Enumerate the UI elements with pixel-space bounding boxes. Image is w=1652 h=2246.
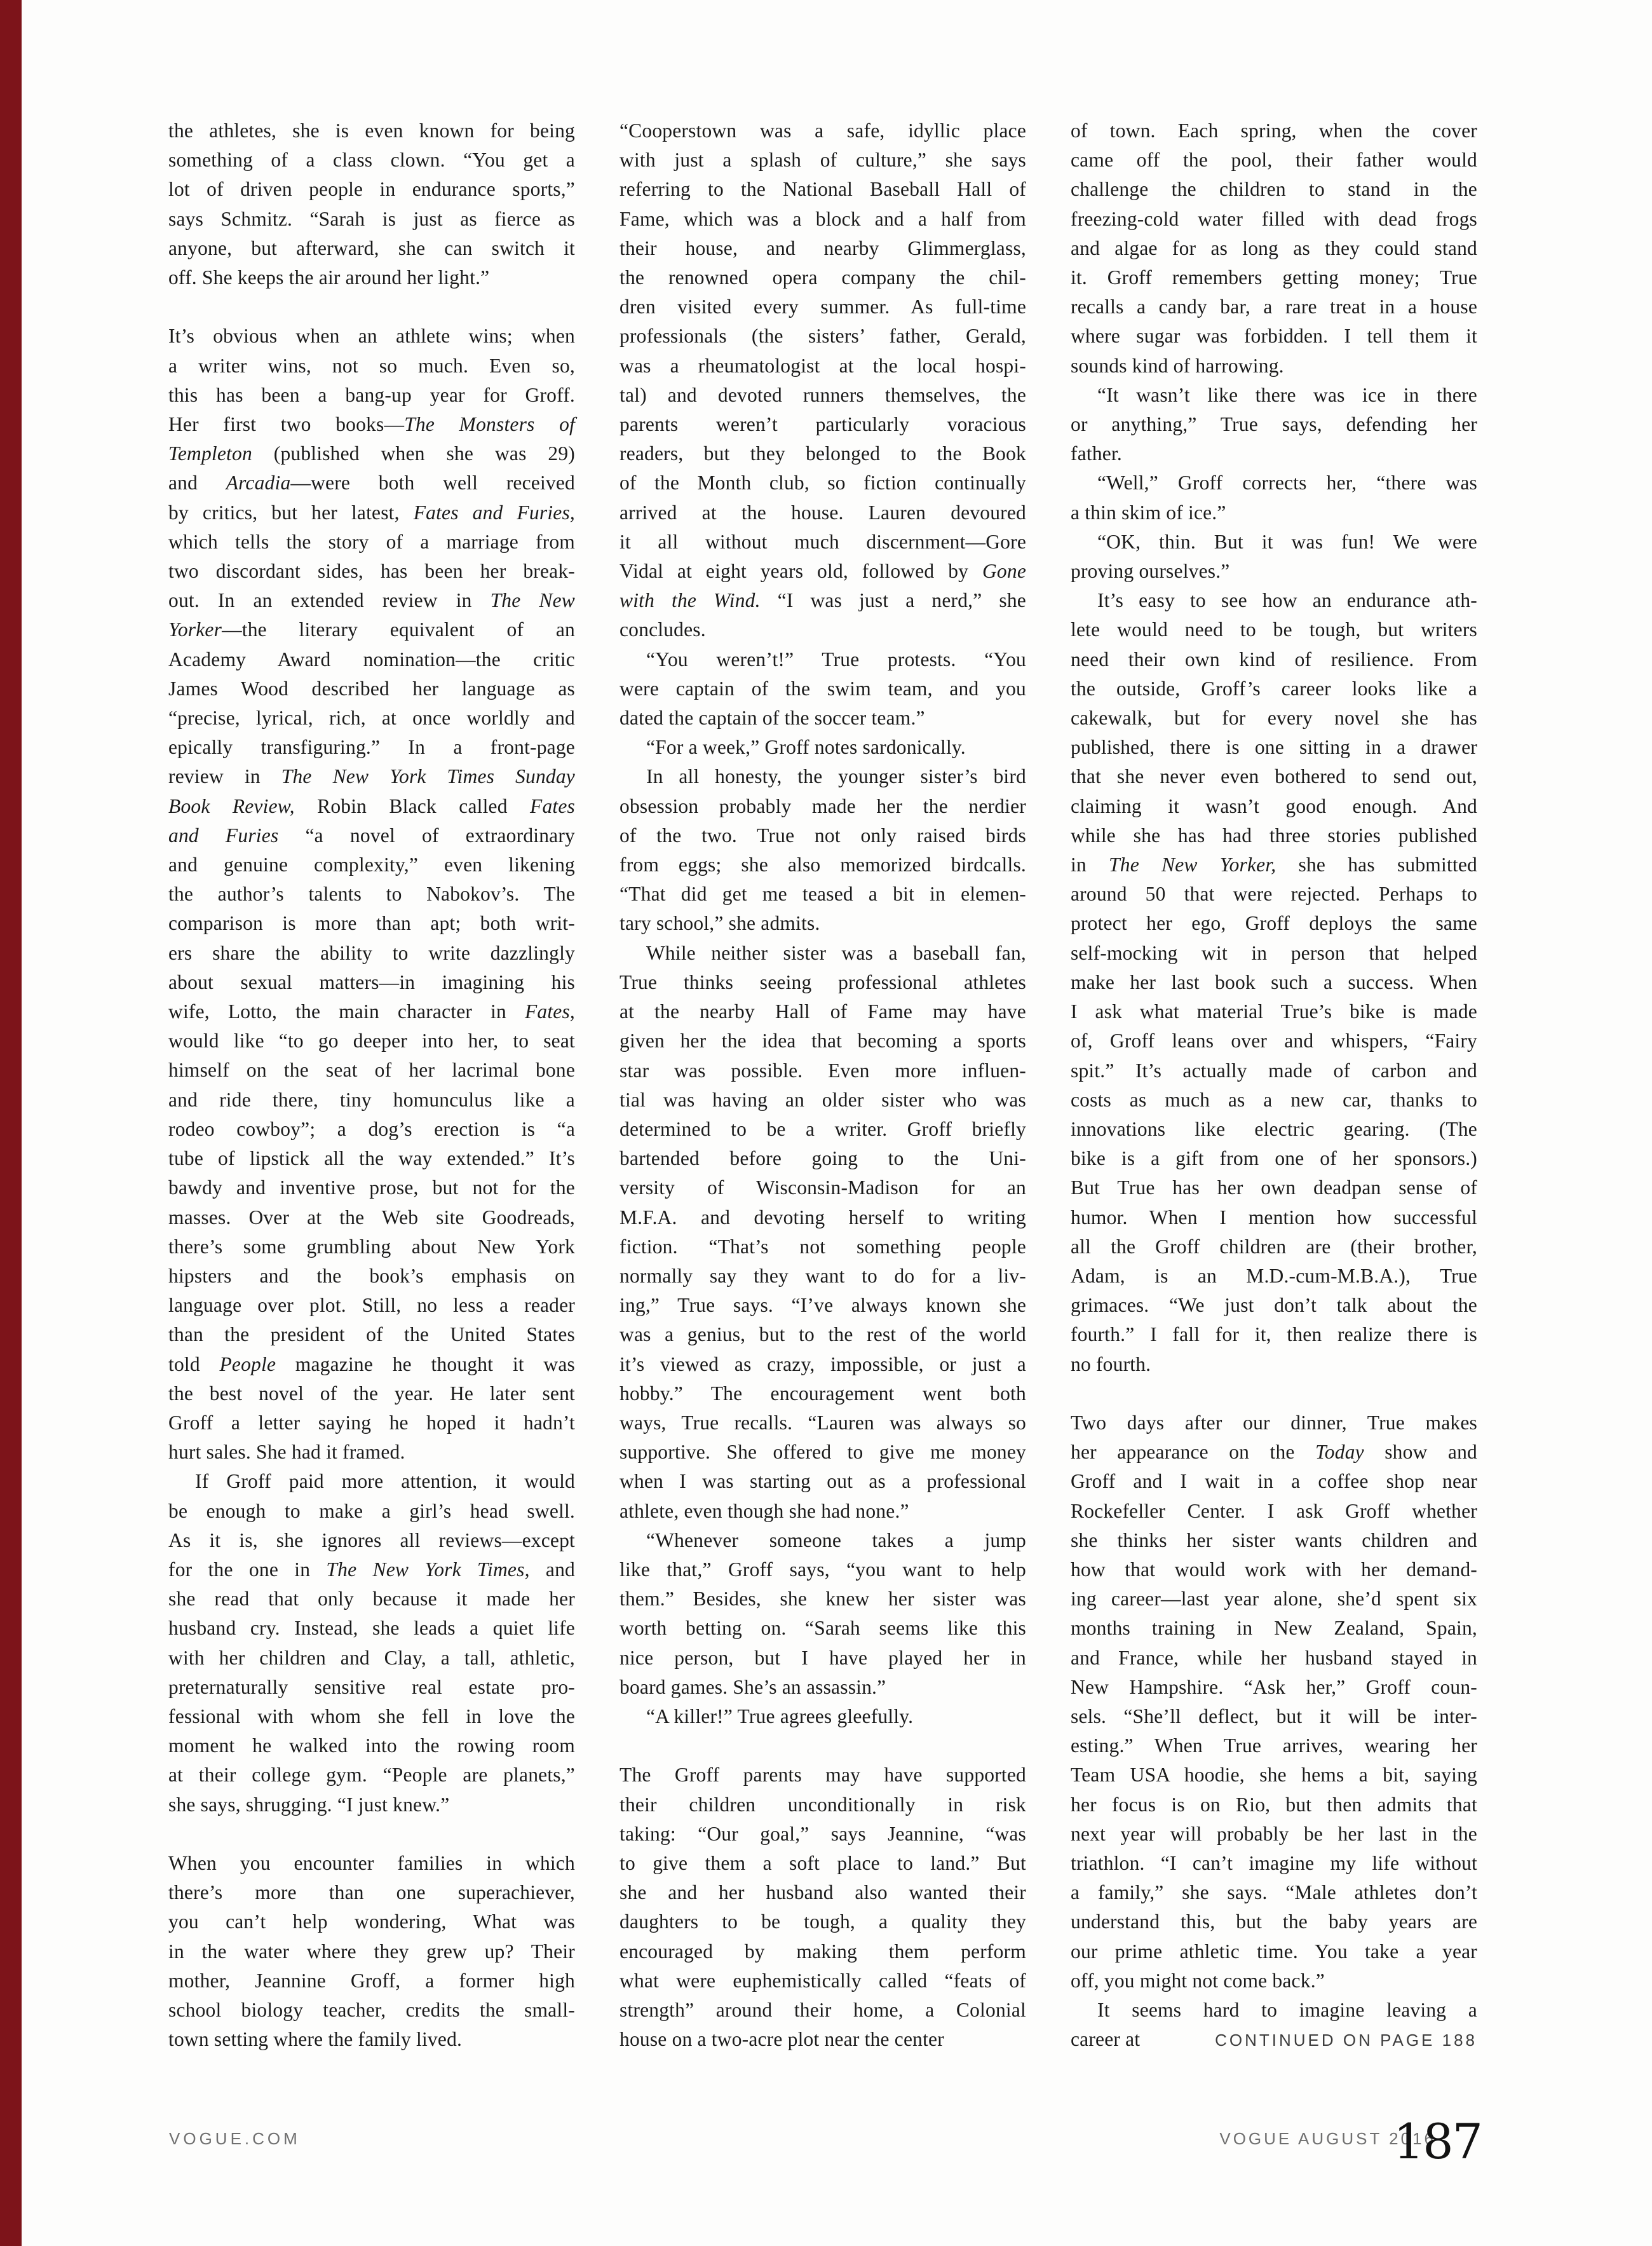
text-line: normally say they want to do for a liv-: [620, 1264, 1026, 1287]
text-line: the renowned opera company the chil-: [620, 266, 1026, 289]
text-line: in the water where they grew up? Their: [168, 1940, 575, 1963]
text-line: concludes.: [620, 618, 706, 641]
text-line: her focus is on Rio, but then admits that: [1071, 1793, 1477, 1816]
paragraph: [620, 762, 1026, 938]
text-line: there’s more than one superachiever,: [168, 1881, 575, 1904]
text-line: tial was having an older sister who was: [620, 1088, 1026, 1111]
text-line: at their college gym. “People are planets,”: [168, 1764, 575, 1787]
text-line: and genuine complexity,” even likening: [168, 854, 575, 876]
text-line: star was possible. Even more influen-: [620, 1059, 1026, 1082]
text-line: fourth.” I fall for it, then realize there is: [1071, 1323, 1477, 1346]
text-line: referring to the National Baseball Hall of: [620, 178, 1026, 201]
text-line: ways, True recalls. “Lauren was always so: [620, 1411, 1026, 1434]
left-accent-bar: [0, 0, 22, 2246]
text-line: ing,” True says. “I’ve always known she: [620, 1294, 1026, 1317]
text-line: fessional with whom she fell in love the: [168, 1705, 575, 1727]
text-line: versity of Wisconsin-Madison for an: [620, 1176, 1026, 1199]
text-line: to give them a soft place to land.” But: [620, 1851, 1026, 1874]
text-line: she says, shrugging. “I just knew.”: [168, 1793, 450, 1816]
text-line: while she has had three stories published: [1071, 824, 1477, 847]
article-column-1: [168, 116, 575, 2054]
text-line: New Hampshire. “Ask her,” Groff coun-: [1071, 1675, 1477, 1698]
text-line: wife, Lotto, the main character in Fates,: [168, 1000, 575, 1023]
text-line: the outside, Groff’s career looks like a: [1071, 677, 1477, 700]
text-line: innovations like electric gearing. (The: [1071, 1117, 1477, 1140]
paragraph: [620, 1760, 1026, 2054]
text-line: when I was starting out as a professional: [620, 1470, 1026, 1493]
text-line: by critics, but her latest, Fates and Furies,: [168, 501, 576, 524]
text-line: and Furies “a novel of extraordinary: [168, 824, 575, 847]
text-line: “Whenever someone takes a jump: [646, 1528, 1026, 1551]
paragraph: [620, 1526, 1026, 1702]
text-line: their children unconditionally in risk: [620, 1793, 1026, 1816]
text-line: for the one in The New York Times, and: [168, 1558, 575, 1581]
text-line: need their own kind of resilience. From: [1071, 648, 1477, 670]
text-line: “You weren’t!” True protests. “You: [646, 648, 1026, 670]
text-line: Academy Award nomination—the critic: [168, 648, 575, 670]
text-line: If Groff paid more attention, it would: [195, 1470, 575, 1493]
text-line: you can’t help wondering, What was: [168, 1910, 575, 1933]
text-line: at the nearby Hall of Fame may have: [620, 1000, 1026, 1023]
text-line: something of a class clown. “You get a: [168, 149, 575, 172]
text-line: athlete, even though she had none.”: [620, 1499, 909, 1522]
text-line: with just a splash of culture,” she says: [620, 149, 1026, 172]
text-line: claiming it wasn’t good enough. And: [1071, 794, 1477, 817]
text-line: But True has her own deadpan sense of: [1071, 1176, 1477, 1199]
paragraph: [620, 1702, 1026, 1731]
paragraph: [168, 116, 575, 292]
paragraph: [1071, 468, 1477, 527]
text-line: or anything,” True says, defending her: [1071, 413, 1477, 436]
text-line: obsession probably made her the nerdier: [620, 794, 1026, 817]
paragraph: [1071, 1408, 1477, 1996]
text-line: it’s viewed as crazy, impossible, or just a: [620, 1352, 1026, 1375]
text-line: house on a two-acre plot near the center: [620, 2028, 944, 2051]
text-line: Two days after our dinner, True makes: [1071, 1411, 1477, 1434]
text-line: dren visited every summer. As full-time: [620, 296, 1026, 318]
text-line: she thinks her sister wants children and: [1071, 1528, 1477, 1551]
text-line: proving ourselves.”: [1071, 560, 1230, 583]
paragraph: [620, 733, 1026, 762]
text-line: and ride there, tiny homunculus like a: [168, 1088, 575, 1111]
text-line: came off the pool, their father would: [1071, 149, 1477, 172]
text-line: lot of driven people in endurance sports,”: [168, 178, 575, 201]
text-line: Groff a letter saying he hoped it hadn’t: [168, 1411, 575, 1434]
text-line: cakewalk, but for every novel she has: [1071, 707, 1477, 730]
text-line: understand this, but the baby years are: [1071, 1910, 1477, 1933]
text-line: It’s obvious when an athlete wins; when: [168, 325, 575, 348]
text-line: like that,” Groff says, “you want to help: [620, 1558, 1026, 1581]
text-line: was a genius, but to the rest of the world: [620, 1323, 1026, 1346]
text-line: dated the captain of the soccer team.”: [620, 707, 925, 730]
page-number: 187: [1393, 2113, 1482, 2170]
text-line: It’s easy to see how an endurance ath-: [1097, 589, 1477, 612]
text-line: than the president of the United States: [168, 1323, 575, 1346]
text-line: bartended before going to the Uni-: [620, 1147, 1026, 1170]
text-line: this has been a bang-up year for Groff.: [168, 383, 575, 406]
text-line: Book Review, Robin Black called Fates: [168, 794, 576, 817]
text-line: challenge the children to stand in the: [1071, 178, 1477, 201]
text-line: Yorker—the literary equivalent of an: [168, 618, 575, 641]
text-line: around 50 that were rejected. Perhaps to: [1071, 883, 1477, 906]
text-line: As it is, she ignores all reviews—except: [168, 1528, 575, 1551]
text-line: her appearance on the Today show and: [1071, 1441, 1478, 1464]
text-line: protect her ego, Groff deploys the same: [1071, 912, 1477, 935]
text-line: two discordant sides, has been her break-: [168, 560, 575, 583]
article-column-3: [1071, 116, 1477, 2055]
text-line: The Groff parents may have supported: [620, 1764, 1026, 1787]
text-line: it. Groff remembers getting money; True: [1071, 266, 1477, 289]
text-line: grimaces. “We just don’t talk about the: [1071, 1294, 1477, 1317]
paragraph: [1071, 527, 1477, 586]
text-line: recalls a candy bar, a rare treat in a house: [1071, 296, 1477, 318]
text-line: “Cooperstown was a safe, idyllic place: [620, 119, 1026, 142]
text-line: M.F.A. and devoting herself to writing: [620, 1206, 1026, 1228]
text-line: next year will probably be her last in the: [1071, 1822, 1477, 1845]
text-line: hobby.” The encouragement went both: [620, 1382, 1026, 1405]
text-line: parents weren’t particularly voracious: [620, 413, 1026, 436]
paragraph: [168, 322, 575, 1467]
paragraph: [1071, 1996, 1477, 2055]
text-line: tube of lipstick all the way extended.” It’s: [168, 1147, 575, 1170]
text-line: humor. When I mention how successful: [1071, 1206, 1477, 1228]
text-line: True thinks seeing professional athletes: [620, 970, 1026, 993]
text-line: costs as much as a new car, thanks to: [1071, 1088, 1477, 1111]
text-line: “precise, lyrical, rich, at once worldly and: [168, 707, 575, 730]
text-line: James Wood described her language as: [168, 677, 575, 700]
text-line: in The New Yorker, she has submitted: [1071, 854, 1477, 876]
text-line: all the Groff children are (their brother,: [1071, 1235, 1477, 1258]
text-line: of the two. True not only raised birds: [620, 824, 1026, 847]
text-line: Groff and I wait in a coffee shop near: [1071, 1470, 1477, 1493]
text-line: readers, but they belonged to the Book: [620, 442, 1026, 465]
text-line: I ask what material True’s bike is made: [1071, 1000, 1477, 1023]
text-line: where sugar was forbidden. I tell them it: [1071, 325, 1477, 348]
text-line: anyone, but afterward, she can switch it: [168, 236, 575, 259]
text-line: worth betting on. “Sarah seems like this: [620, 1617, 1026, 1640]
text-line: ing career—last year alone, she’d spent six: [1071, 1588, 1477, 1610]
text-line: tary school,” she admits.: [620, 912, 820, 935]
text-line: she read that only because it made her: [168, 1588, 575, 1610]
text-line: with her children and Clay, a tall, athletic,: [168, 1646, 575, 1669]
text-line: mother, Jeannine Groff, a former high: [168, 1969, 575, 1992]
text-line: review in The New York Times Sunday: [168, 765, 575, 788]
text-line: and algae for as long as they could stand: [1071, 236, 1477, 259]
text-line: that she never even bothered to send out,: [1071, 765, 1477, 788]
text-line: nice person, but I have played her in: [620, 1646, 1026, 1669]
text-line: a thin skim of ice.”: [1071, 501, 1226, 524]
text-line: “That did get me teased a bit in elemen-: [620, 883, 1026, 906]
text-line: masses. Over at the Web site Goodreads,: [168, 1206, 575, 1228]
text-line: Vidal at eight years old, followed by Gone: [620, 560, 1026, 583]
text-line: the author’s talents to Nabokov’s. The: [168, 883, 575, 906]
text-line: them.” Besides, she knew her sister was: [620, 1588, 1026, 1610]
text-line: tal) and devoted runners themselves, the: [620, 383, 1026, 406]
text-line: which tells the story of a marriage from: [168, 530, 575, 553]
footer-issue-label: VOGUE AUGUST 2016: [1219, 2129, 1436, 2148]
text-line: Her first two books—The Monsters of: [168, 413, 575, 436]
article-column-2: [620, 116, 1026, 2054]
text-line: Fame, which was a block and a half from: [620, 207, 1026, 230]
text-line: says Schmitz. “Sarah is just as fierce as: [168, 207, 575, 230]
text-line: sounds kind of harrowing.: [1071, 354, 1284, 377]
text-line: “OK, thin. But it was fun! We were: [1097, 530, 1477, 553]
text-line: Adam, is an M.D.-cum-M.B.A.), True: [1071, 1264, 1477, 1287]
text-line: When you encounter families in which: [168, 1851, 575, 1874]
text-line: given her the idea that becoming a sports: [620, 1030, 1026, 1052]
continued-on-page-note: CONTINUED ON PAGE 188: [1215, 2031, 1477, 2050]
text-line: ers share the ability to write dazzlingly: [168, 941, 575, 964]
text-line: she and her husband also wanted their: [620, 1881, 1026, 1904]
text-line: told People magazine he thought it was: [168, 1352, 575, 1375]
text-line: supportive. She offered to give me money: [620, 1441, 1026, 1464]
paragraph: [168, 1467, 575, 1819]
text-line: out. In an extended review in The New: [168, 589, 575, 612]
text-line: epically transfiguring.” In a front-page: [168, 736, 575, 759]
text-line: about sexual matters—in imagining his: [168, 970, 575, 993]
text-line: “It wasn’t like there was ice in there: [1097, 383, 1477, 406]
paragraph: [620, 645, 1026, 733]
text-line: bike is a gift from one of her sponsors.): [1071, 1147, 1477, 1170]
text-line: husband cry. Instead, she leads a quiet life: [168, 1617, 575, 1640]
paragraph: [620, 116, 1026, 645]
text-line: were captain of the swim team, and you: [620, 677, 1026, 700]
text-line: determined to be a writer. Groff briefly: [620, 1117, 1026, 1140]
text-line: arrived at the house. Lauren devoured: [620, 501, 1026, 524]
text-line: of the Month club, so fiction continually: [620, 472, 1026, 494]
text-line: make her last book such a success. When: [1071, 970, 1477, 993]
text-line: himself on the seat of her lacrimal bone: [168, 1059, 575, 1082]
text-line: a family,” she says. “Male athletes don’t: [1071, 1881, 1477, 1904]
text-line: bawdy and inventive prose, but not for the: [168, 1176, 575, 1199]
text-line: taking: “Our goal,” says Jeannine, “was: [620, 1822, 1026, 1845]
text-line: would like “to go deeper into her, to seat: [168, 1030, 575, 1052]
text-line: board games. She’s an assassin.”: [620, 1675, 886, 1698]
text-line: “For a week,” Groff notes sardonically.: [646, 736, 966, 759]
text-line: In all honesty, the younger sister’s bird: [646, 765, 1026, 788]
text-line: language over plot. Still, no less a reader: [168, 1294, 575, 1317]
text-line: professionals (the sisters’ father, Gerald,: [620, 325, 1026, 348]
text-line: no fourth.: [1071, 1352, 1151, 1375]
text-line: Team USA hoodie, she hems a bit, saying: [1071, 1764, 1477, 1787]
text-line: “Well,” Groff corrects her, “there was: [1097, 472, 1477, 494]
paragraph: [620, 939, 1026, 1526]
text-line: encouraged by making them perform: [620, 1940, 1026, 1963]
text-line: While neither sister was a baseball fan,: [646, 941, 1026, 964]
text-line: hipsters and the book’s emphasis on: [168, 1264, 575, 1287]
text-line: school biology teacher, credits the small-: [168, 1998, 575, 2021]
text-line: off, you might not come back.”: [1071, 1969, 1325, 1992]
text-line: and Arcadia—were both well received: [168, 472, 576, 494]
text-line: fiction. “That’s not something people: [620, 1235, 1026, 1258]
text-line: months training in New Zealand, Spain,: [1071, 1617, 1477, 1640]
text-line: lete would need to be tough, but writers: [1071, 618, 1477, 641]
continued-line: [1071, 2025, 1477, 2055]
text-line: was a rheumatologist at the local hospi-: [620, 354, 1026, 377]
text-line: from eggs; she also memorized birdcalls.: [620, 854, 1026, 876]
text-line: preternaturally sensitive real estate pro-: [168, 1675, 575, 1698]
text-line: comparison is more than apt; both writ-: [168, 912, 575, 935]
text-line: strength” around their home, a Colonial: [620, 1998, 1026, 2021]
text-line: self-mocking wit in person that helped: [1071, 941, 1477, 964]
text-line: spit.” It’s actually made of carbon and: [1071, 1059, 1477, 1082]
text-line: there’s some grumbling about New York: [168, 1235, 575, 1258]
text-line: sels. “She’ll deflect, but it will be inter-: [1071, 1705, 1477, 1727]
paragraph: [168, 1849, 575, 2054]
paragraph: [1071, 381, 1477, 469]
text-line: our prime athletic time. You take a year: [1071, 1940, 1477, 1963]
text-line: It seems hard to imagine leaving a: [1097, 1998, 1477, 2021]
text-line: it all without much discernment—Gore: [620, 530, 1026, 553]
text-line: father.: [1071, 442, 1122, 465]
text-line: the athletes, she is even known for being: [168, 119, 575, 142]
text-line: with the Wind. “I was just a nerd,” she: [620, 589, 1026, 612]
text-line: triathlon. “I can’t imagine my life without: [1071, 1851, 1477, 1874]
text-line: be enough to make a girl’s head swell.: [168, 1499, 575, 1522]
text-line: of town. Each spring, when the cover: [1071, 119, 1477, 142]
text-line: Templeton (published when she was 29): [168, 442, 575, 465]
text-line: of, Groff leans over and whispers, “Fairy: [1071, 1030, 1477, 1052]
text-line: town setting where the family lived.: [168, 2028, 463, 2051]
text-line: a writer wins, not so much. Even so,: [168, 354, 575, 377]
text-line: esting.” When True arrives, wearing her: [1071, 1734, 1477, 1757]
text-line: freezing-cold water filled with dead frogs: [1071, 207, 1477, 230]
text-line: published, there is one sitting in a drawer: [1071, 736, 1477, 759]
continued-line-text: career at: [1071, 2028, 1141, 2051]
text-line: off. She keeps the air around her light.”: [168, 266, 490, 289]
text-line: the best novel of the year. He later sent: [168, 1382, 575, 1405]
paragraph: [1071, 586, 1477, 1378]
paragraph: [1071, 116, 1477, 381]
text-line: moment he walked into the rowing room: [168, 1734, 575, 1757]
text-line: rodeo cowboy”; a dog’s erection is “a: [168, 1117, 575, 1140]
text-line: daughters to be tough, a quality they: [620, 1910, 1026, 1933]
text-line: what were euphemistically called “feats of: [620, 1969, 1026, 1992]
text-line: hurt sales. She had it framed.: [168, 1441, 405, 1464]
text-line: their house, and nearby Glimmerglass,: [620, 236, 1026, 259]
footer-site-url: VOGUE.COM: [169, 2129, 301, 2148]
text-line: “A killer!” True agrees gleefully.: [646, 1705, 914, 1727]
text-line: Rockefeller Center. I ask Groff whether: [1071, 1499, 1477, 1522]
text-line: how that would work with her demand-: [1071, 1558, 1477, 1581]
text-line: and France, while her husband stayed in: [1071, 1646, 1477, 1669]
